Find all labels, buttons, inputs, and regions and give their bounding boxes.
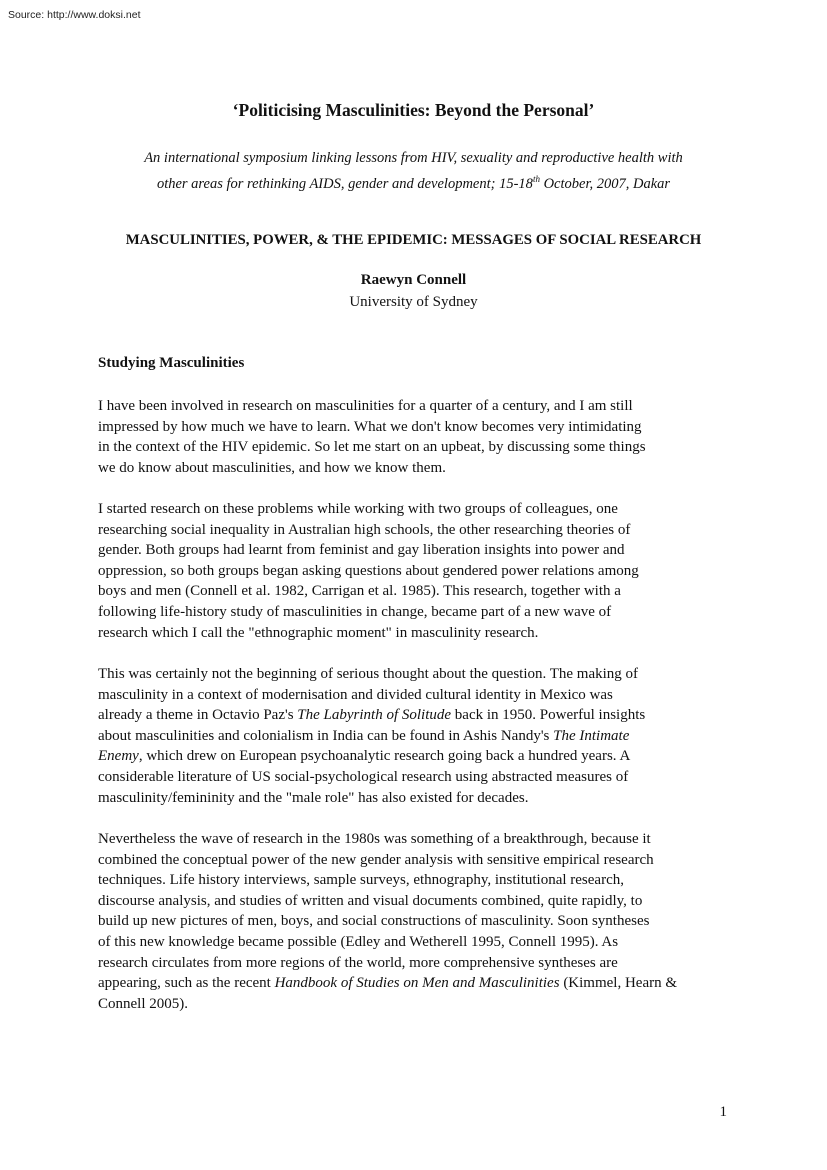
book-title: Handbook of Studies on Men and Masculinities [274, 975, 560, 992]
p3-line: masculinity/femininity and the "male role" has also existed for decades. [98, 789, 529, 806]
p3-line: considerable literature of US social-psychological research using abstracted measures of [98, 768, 629, 785]
p1-line: we do know about masculinities, and how we know them. [98, 459, 446, 476]
author-affiliation: University of Sydney [349, 294, 478, 310]
book-title: The Labyrinth of Solitude [297, 707, 452, 724]
page-number: 1 [719, 1104, 727, 1120]
subtitle-sup: th [532, 174, 540, 184]
subtitle-line-2b: October, 2007, Dakar [539, 175, 671, 192]
p1-line: impressed by how much we have to learn. What we don't know becomes very intimidating [98, 418, 642, 435]
author-name: Raewyn Connell [360, 272, 467, 288]
symposium-subtitle [100, 148, 727, 195]
book-title: Enemy [98, 748, 139, 765]
subtitle-line-1: An international symposium linking lessons from HIV, sexuality and reproductive health with [144, 150, 683, 166]
p4-line [98, 973, 738, 994]
p2-line: oppression, so both groups began asking questions about gendered power relations among [98, 562, 639, 579]
p3-line [98, 746, 738, 767]
subtitle-line-2a: other areas for rethinking AIDS, gender and development; 15-18 [156, 175, 533, 192]
p3-text: about masculinities and colonialism in India can be found in Ashis Nandy's [98, 727, 554, 744]
p1-line: in the context of the HIV epidemic. So let me start on an upbeat, by discussing some things [98, 439, 646, 456]
p2-line: following life-history study of masculinities in change, became part of a new wave of [98, 603, 612, 620]
paragraph-3 [98, 664, 738, 808]
p4-line: discourse analysis, and studies of written and visual documents combined, quite rapidly, to [98, 892, 643, 909]
p4-line: combined the conceptual power of the new gender analysis with sensitive empirical research [98, 851, 654, 868]
p3-text: back in 1950. Powerful insights [451, 707, 646, 724]
p4-line: of this new knowledge became possible (Edley and Wetherell 1995, Connell 1995). As [98, 933, 619, 950]
p2-line: researching social inequality in Australian high schools, the other researching theories of [98, 521, 631, 538]
p4-text: (Kimmel, Hearn & [559, 975, 678, 992]
p3-line: masculinity in a context of modernisation and divided cultural identity in Mexico was [98, 686, 613, 703]
p3-line: This was certainly not the beginning of serious thought about the question. The making of [98, 666, 639, 682]
p4-line: build up new pictures of men, boys, and social constructions of masculinity. Soon syntheses [98, 913, 650, 930]
p3-line [98, 705, 738, 726]
p2-line: gender. Both groups had learnt from feminist and gay liberation insights into power and [98, 542, 625, 559]
paragraph-2 [98, 499, 738, 643]
p4-line: techniques. Life history interviews, sample surveys, ethnography, institutional research, [98, 872, 624, 889]
paper-heading: MASCULINITIES, POWER, & THE EPIDEMIC: MESSAGES OF SOCIAL RESEARCH [125, 232, 702, 248]
book-title: The Intimate [553, 727, 630, 744]
source-url: Source: http://www.doksi.net [8, 9, 141, 21]
p4-line: research circulates from more regions of the world, more comprehensive syntheses are [98, 954, 618, 971]
p4-line: Connell 2005). [98, 995, 188, 1012]
p3-text: already a theme in Octavio Paz's [98, 707, 298, 724]
paragraph-1 [98, 396, 738, 478]
p4-text: appearing, such as the recent [98, 975, 275, 992]
p3-text: , which drew on European psychoanalytic research going back a hundred years. A [138, 748, 631, 765]
p2-line: boys and men (Connell et al. 1982, Carrigan et al. 1985). This research, together with a [98, 583, 621, 600]
p3-line [98, 726, 738, 747]
p2-line: I started research on these problems while working with two groups of colleagues, one [98, 501, 618, 517]
p4-line: Nevertheless the wave of research in the 1980s was something of a breakthrough, because it [98, 831, 651, 847]
document-title: ‘Politicising Masculinities: Beyond the Personal’ [232, 100, 595, 120]
p2-line: research which I call the "ethnographic moment" in masculinity research. [98, 624, 539, 641]
paragraph-4 [98, 829, 738, 1014]
section-title: Studying Masculinities [98, 355, 245, 371]
p1-line: I have been involved in research on masculinities for a quarter of a century, and I am still [98, 398, 633, 414]
